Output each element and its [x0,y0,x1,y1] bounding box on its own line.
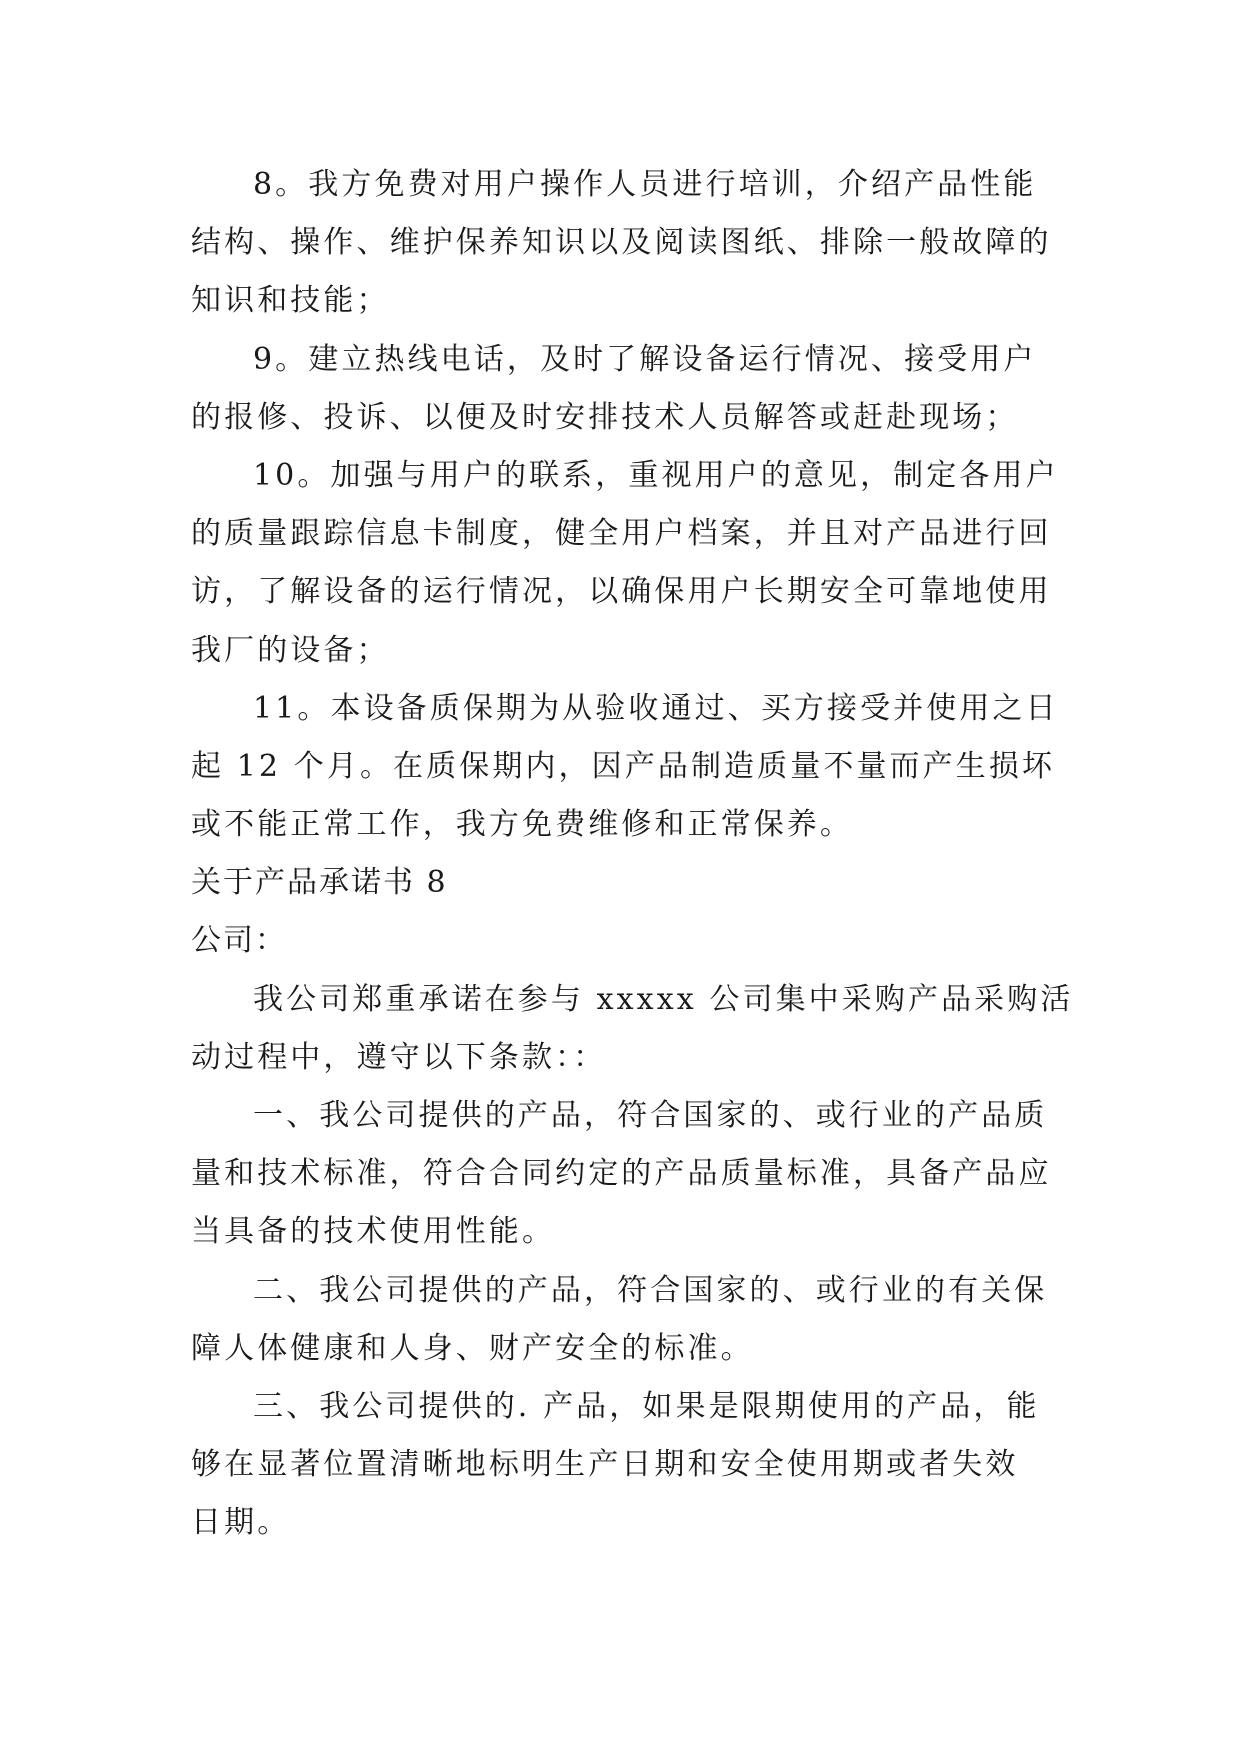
paragraph-line: 当具备的技术使用性能。 [191,1214,556,1250]
paragraph-line: 9。建立热线电话，及时了解设备运行情况、接受用户 [253,341,1037,377]
paragraph-line: 起 12 个月。在质保期内，因产品制造质量不量而产生损坏 [191,748,1056,784]
paragraph-line: 访，了解设备的运行情况，以确保用户长期安全可靠地使用 [191,574,1052,610]
salutation: 公司： [191,923,287,959]
paragraph-line: 我公司郑重承诺在参与 xxxxx 公司集中采购产品采购活 [253,981,1074,1017]
document-body [191,156,1074,1553]
paragraph-line: 二、我公司提供的产品，符合国家的、或行业的有关保 [253,1272,1048,1308]
paragraph-line: 三、我公司提供的. 产品，如果是限期使用的产品，能 [253,1388,1040,1424]
paragraph-line: 8。我方免费对用户操作人员进行培训，介绍产品性能 [253,167,1037,202]
paragraph-line: 动过程中，遵守以下条款：： [191,1039,607,1075]
paragraph-line: 11。本设备质保期为从验收通过、买方接受并使用之日 [253,690,1059,726]
paragraph-line: 障人体健康和人身、财产安全的标准。 [191,1330,754,1366]
paragraph-line: 量和技术标准，符合合同约定的产品质量标准，具备产品应 [191,1156,1052,1192]
paragraph-line: 一、我公司提供的产品，符合国家的、或行业的产品质 [253,1098,1048,1133]
paragraph-line: 的质量跟踪信息卡制度，健全用户档案，并且对产品进行回 [191,516,1052,552]
paragraph-line: 结构、操作、维护保养知识以及阅读图纸、排除一般故障的 [191,225,1052,261]
paragraph-line: 我厂的设备； [191,632,390,668]
paragraph-line: 知识和技能； [191,283,390,319]
paragraph-line: 的报修、投诉、以便及时安排技术人员解答或赶赴现场； [191,399,1019,435]
paragraph-line: 日期。 [191,1505,291,1541]
section-heading: 关于产品承诺书 8 [191,865,448,901]
paragraph-line: 够在显著位置清晰地标明生产日期和安全使用期或者失效 [191,1447,1019,1483]
paragraph-line: 10。加强与用户的联系，重视用户的意见，制定各用户 [253,457,1059,493]
paragraph-line: 或不能正常工作，我方免费维修和正常保养。 [191,807,853,843]
